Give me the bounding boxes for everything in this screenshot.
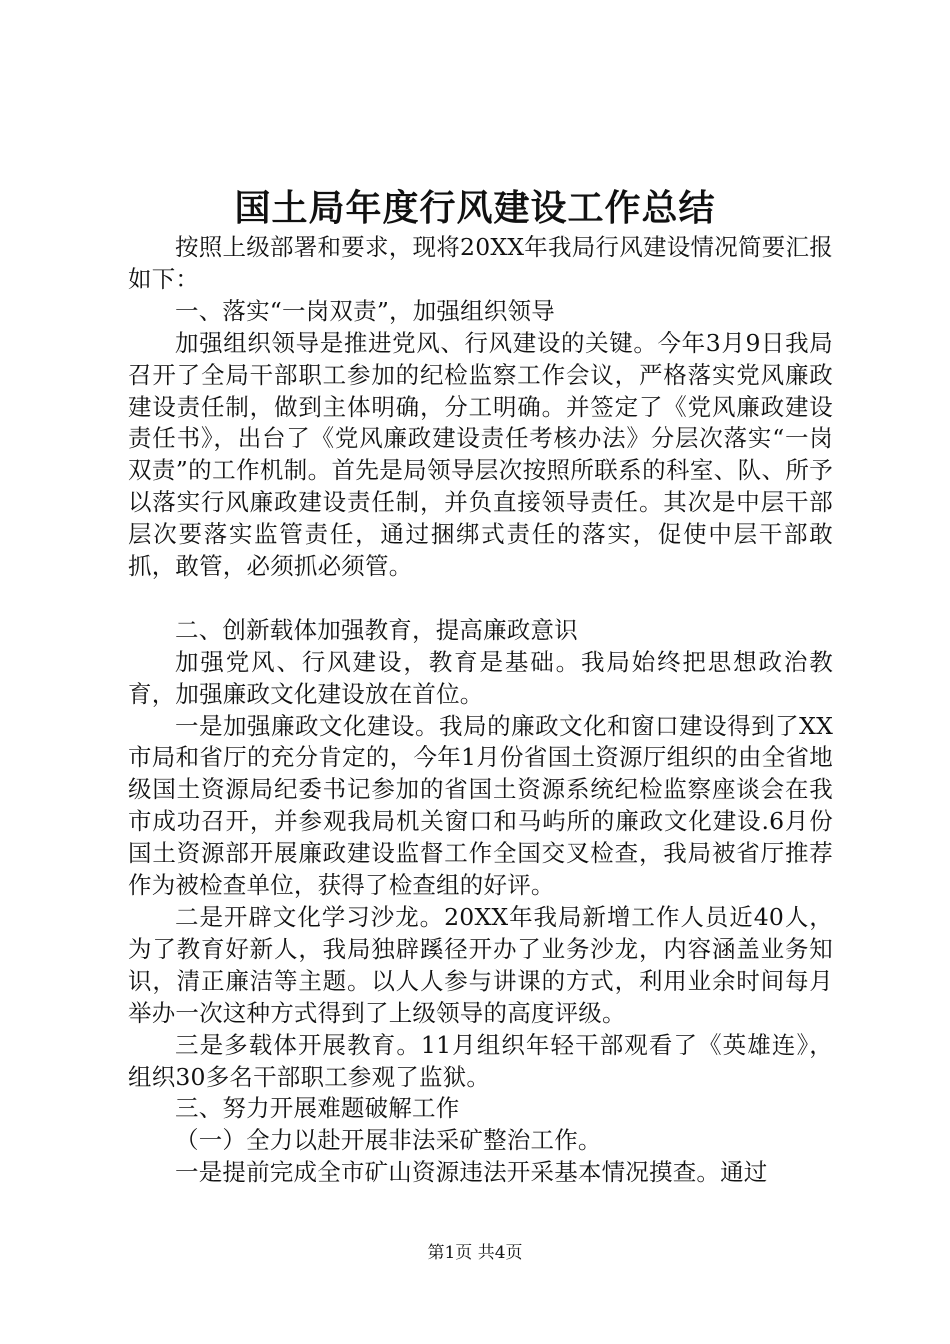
- section-2-item-3-paragraph: 三是多载体开展教育。11月组织年轻干部观看了《英雄连》，组织30多名干部职工参观了监狱。: [128, 1030, 833, 1091]
- section-2-item-2-paragraph: 二是开辟文化学习沙龙。20XX年我局新增工作人员近40人，为了教育好新人，我局独辟蹊径开办了业务沙龙，内容涵盖业务知识，清正廉洁等主题。以人人参与讲课的方式，利用业余时间每月举办一次这种方式得到了上级领导的高度评级。: [128, 903, 833, 1027]
- section-2-item-1-paragraph: 一是加强廉政文化建设。我局的廉政文化和窗口建设得到了XX市局和省厅的充分肯定的，今年1月份省国土资源厅组织的由全省地级国土资源局纪委书记参加的省国土资源系统纪检监察座谈会在我市成功召开，并参观我局机关窗口和马屿所的廉政文化建设.6月份国土资源部开展廉政建设监督工作全国交叉检查，我局被省厅推荐作为被检查单位，获得了检查组的好评。: [128, 711, 833, 900]
- section-heading-2: 二、创新载体加强教育，提高廉政意识: [175, 615, 578, 644]
- subsection-heading-1: （一）全力以赴开展非法采矿整治工作。: [175, 1126, 602, 1155]
- document-title: 国土局年度行风建设工作总结: [234, 187, 716, 229]
- section-2-intro-paragraph: 加强党风、行风建设，教育是基础。我局始终把思想政治教育，加强廉政文化建设放在首位。: [128, 647, 833, 708]
- section-heading-3: 三、努力开展难题破解工作: [175, 1094, 460, 1123]
- intro-paragraph: 按照上级部署和要求，现将20XX年我局行风建设情况简要汇报如下：: [128, 233, 833, 293]
- document-body: [128, 232, 833, 1189]
- page-footer: 第1页 共4页: [427, 1243, 523, 1263]
- section-heading-1: 一、落实“一岗双责”，加强组织领导: [175, 296, 555, 325]
- subsection-1-paragraph: 一是提前完成全市矿山资源违法开采基本情况摸查。通过: [175, 1158, 768, 1187]
- section-1-paragraph: 加强组织领导是推进党风、行风建设的关键。今年3月9日我局召开了全局干部职工参加的纪检监察工作会议，严格落实党风廉政建设责任制，做到主体明确，分工明确。并签定了《党风廉政建设责任书》，出台了《党风廉政建设责任考核办法》分层次落实“一岗双责”的工作机制。首先是局领导层次按照所联系的科室、队、所予以落实行风廉政建设责任制，并负直接领导责任。其次是中层干部层次要落实监管责任，通过捆绑式责任的落实，促使中层干部敢抓，敢管，必须抓必须管。: [128, 328, 833, 581]
